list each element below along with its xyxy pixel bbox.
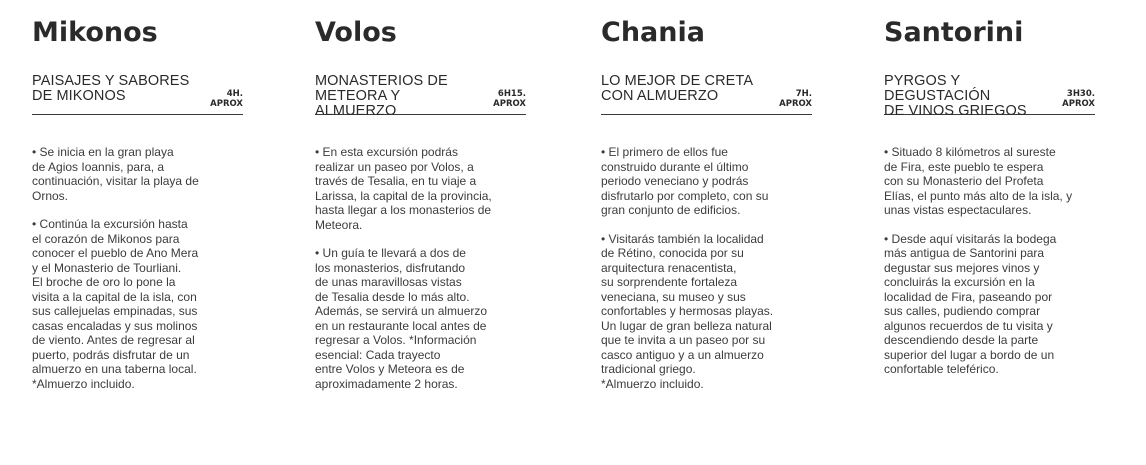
tour-name: LO MEJOR DE CRETA CON ALMUERZO [601,73,754,104]
tour-description [884,145,1100,391]
tour-description [601,145,817,405]
tour-name: PAISAJES Y SABORES DE MIKONOS [32,73,190,104]
description-paragraph: • Se inicia en la gran playa de Agios Ioannis, para, a continuación, visitar la playa de Ornos. [32,145,199,203]
tour-name: PYRGOS Y DEGUSTACIÓN DE VINOS GRIEGOS [884,73,1027,119]
excursion-column-chania [601,0,816,465]
destination-title: Chania [601,17,705,48]
tour-header [884,73,1095,119]
description-paragraph: • Desde aquí visitarás la bodega más antigua de Santorini para degustar sus mejores vinos y concluirás la excursión en la localidad de Fira, paseando por sus calles, pudiendo comprar algunos recuerdos de tu visita y descendiendo desde la parte superior del lugar a bordo de un confortable teleférico. [884,231,1057,376]
duration-approx: APROX [493,99,526,109]
tour-header [315,73,526,119]
duration-hours: 7H. [795,89,812,99]
description-paragraph: • Un guía te llevará a dos de los monasterios, disfrutando de unas maravillosas vistas de Tesalia desde lo más alto. Además, se servirá un almuerzo en un restaurante local antes de regresar a Volos. *Información esencial: Cada trayecto entre Volos y Meteora es de aproximadamente 2 horas. [315,246,488,391]
description-paragraph: • Situado 8 kilómetros al sureste de Fira, este pueblo te espera con su Monasterio del Profeta Elías, el punto más alto de la isla, y unas vistas espectaculares. [884,145,1073,217]
destination-title: Mikonos [32,17,158,48]
tour-duration [493,89,526,109]
tour-duration [1062,89,1095,109]
tour-description [32,145,248,405]
duration-approx: APROX [779,99,812,109]
description-paragraph: • Visitarás también la localidad de Rétino, conocida por su arquitectura renacentista, su sorprendente fortaleza veneciana, su museo y sus confortables y hermosas playas. Un lugar de gran belleza natural que te invita a un paseo por su casco antiguo y a un almuerzo tradicional griego. *Almuerzo incluido. [601,231,774,391]
destination-title: Volos [315,17,397,48]
excursion-column-santorini [884,0,1099,465]
destination-title: Santorini [884,17,1024,48]
tour-name: MONASTERIOS DE METEORA Y ALMUERZO [315,73,448,119]
duration-hours: 6H15. [497,89,526,99]
tour-duration [210,89,243,109]
description-paragraph: • Continúa la excursión hasta el corazón de Mikonos para conocer el pueblo de Ano Mera y el Monasterio de Tourliani. El broche de oro lo pone la visita a la capital de la isla, con sus callejuelas empinadas, sus casas encaladas y sus molinos de viento. Antes de regresar al puerto, podrás disfrutar de un almuerzo en una taberna local. *Almuerzo incluido. [32,217,199,391]
excursion-column-volos [315,0,530,465]
duration-hours: 4H. [226,89,243,99]
duration-approx: APROX [210,99,243,109]
tour-header [601,74,812,115]
tour-header [32,74,243,115]
tour-description [315,145,531,405]
tour-duration [779,89,812,109]
description-paragraph: • En esta excursión podrás realizar un paseo por Volos, a través de Tesalia, en tu viaje a Larissa, la capital de la provincia, hasta llegar a los monasterios de Meteora. [315,145,492,232]
duration-approx: APROX [1062,99,1095,109]
description-paragraph: • El primero de ellos fue construido durante el último periodo veneciano y podrás disfrutarlo por completo, con su gran conjunto de edificios. [601,145,769,217]
duration-hours: 3H30. [1066,89,1095,99]
excursion-column-mikonos [32,0,247,465]
